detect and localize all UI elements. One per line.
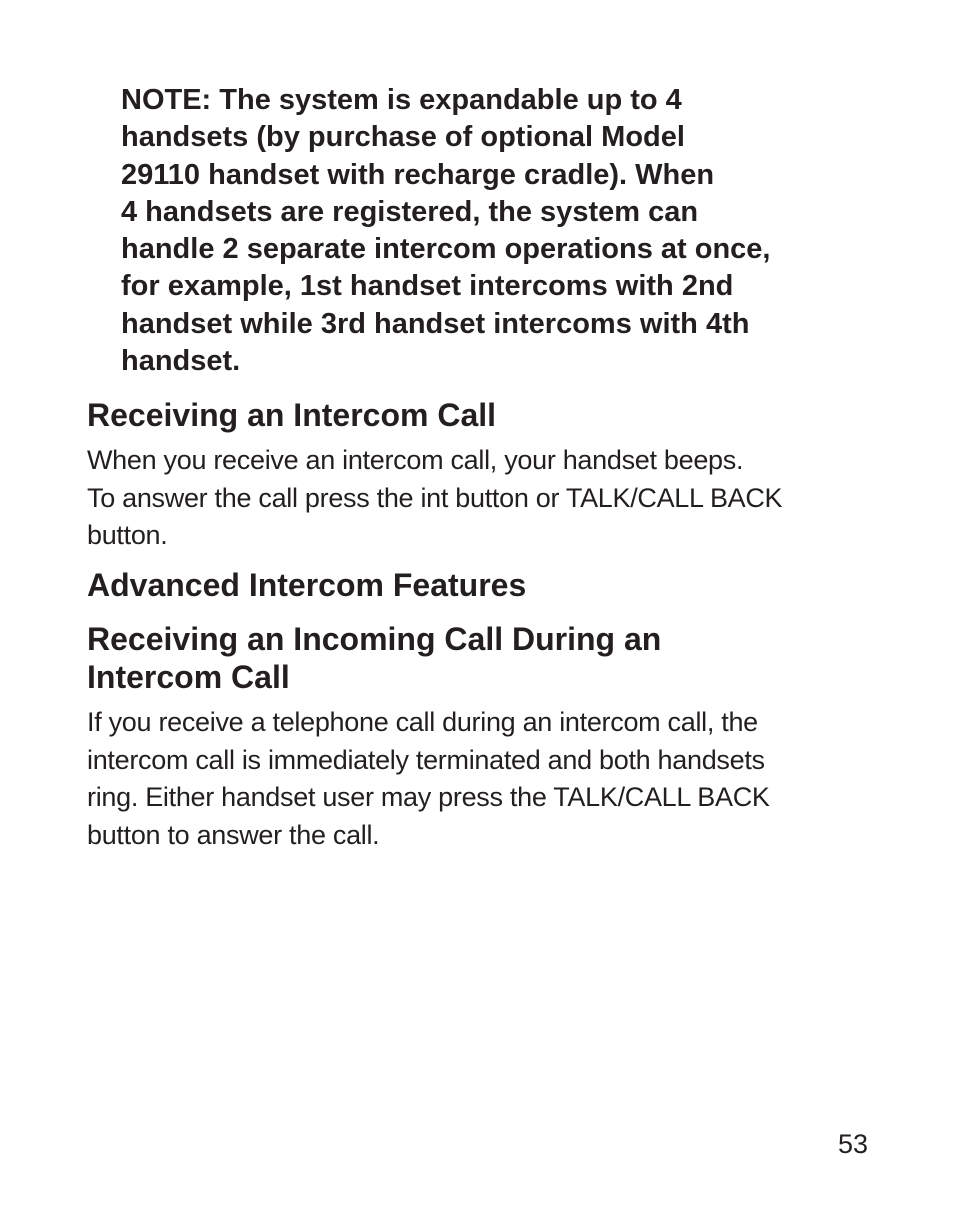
section-body-receiving-intercom-call: When you receive an intercom call, your handset beeps. To answer the call press the int button or TALK/CALL BACK button. (87, 445, 783, 550)
section-body-incoming-call-during-intercom: If you receive a telephone call during an intercom call, the intercom call is immediately terminated and both handsets ring. Either handset user may press the TALK/CALL BACK button to answer the call. (87, 707, 770, 850)
section-heading-advanced-intercom-features: Advanced Intercom Features (87, 567, 527, 603)
note-paragraph: NOTE: The system is expandable up to 4 handsets (by purchase of optional Model 29110 handset with recharge cradle). When 4 handsets are registered, the system can handle 2 separate intercom operations at once, for example, 1st handset intercoms with 2nd handset while 3rd handset intercoms with 4th handset. (121, 84, 771, 378)
section-heading-incoming-call-during-intercom: Receiving an Incoming Call During an Intercom Call (87, 621, 662, 695)
section-heading-receiving-intercom-call: Receiving an Intercom Call (87, 397, 497, 433)
page-number: 53 (837, 1129, 868, 1159)
